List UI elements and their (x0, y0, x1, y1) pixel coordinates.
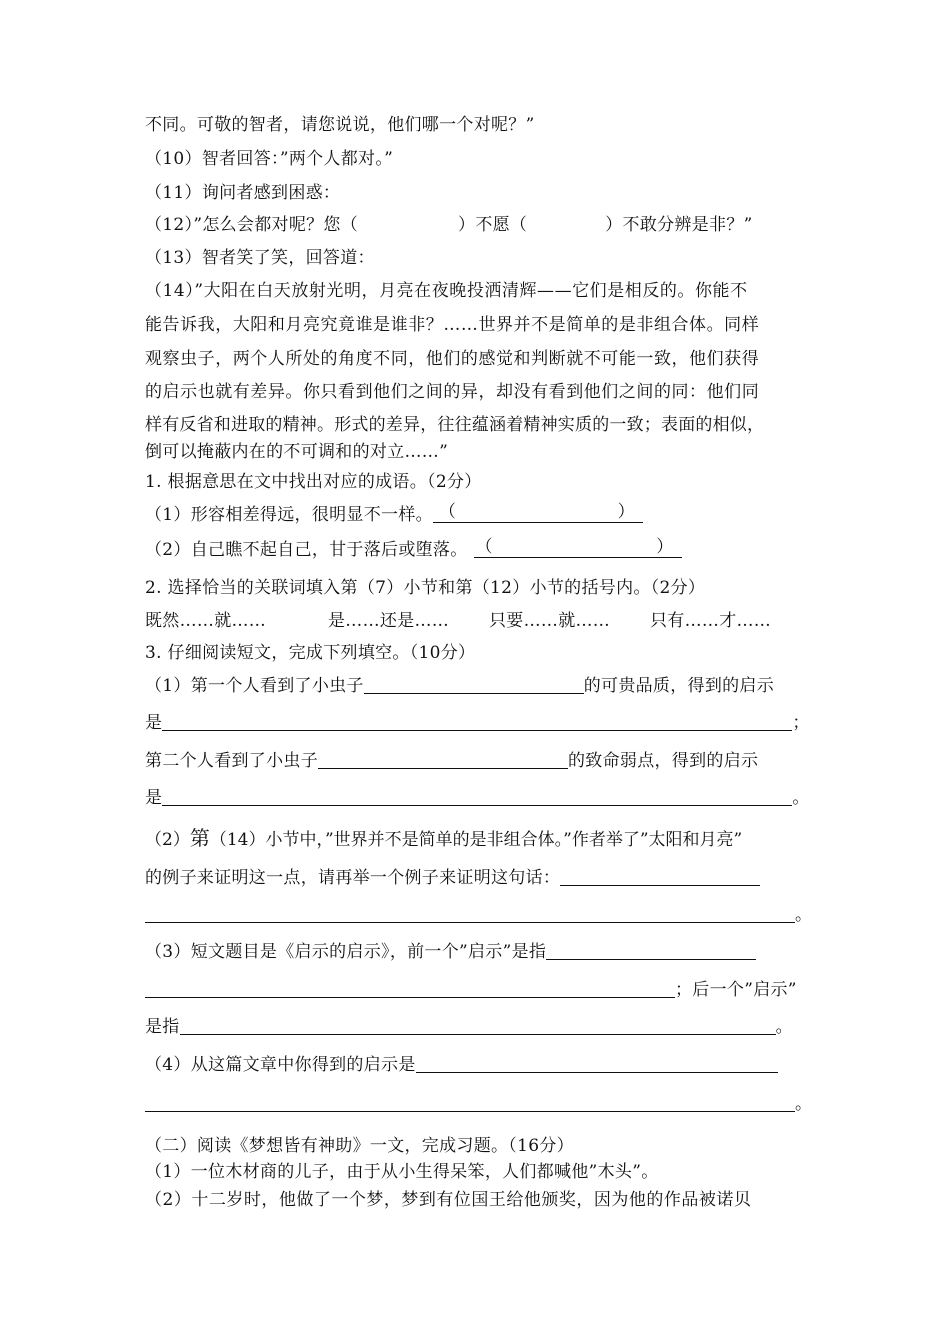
question-1-answer-2[interactable]: （ ） (474, 539, 682, 558)
question-3-item-1-line-1: （1）第一个人看到了小虫子 的可贵品质，得到的启示 (145, 676, 775, 696)
answer-q3-4[interactable] (416, 1054, 778, 1073)
question-1-item-2-text: （2）自己瞧不起自己，甘于落后或堕落。 (145, 540, 468, 560)
paragraph-14-line-3: 观察虫子，两个人所处的角度不同，他们的感觉和判断就不可能一致，他们获得 (145, 349, 760, 369)
answer-q3-3-first-cont[interactable] (145, 979, 675, 998)
answer-q3-3-second[interactable] (180, 1016, 776, 1035)
answer-q3-4-cont[interactable] (145, 1093, 795, 1112)
paragraph-12-part-a: （12）”怎么会都对呢？您（ (145, 215, 359, 235)
question-3-item-3-line-3: 是指 。 (145, 1017, 793, 1037)
passage-2-paragraph-2: （2）十二岁时，他做了一个梦，梦到有位国王给他颁奖，因为他的作品被诺贝 (145, 1190, 752, 1210)
option-2: 是……还是…… (328, 611, 450, 631)
question-1-answer-1[interactable]: （ ） (433, 504, 643, 523)
question-3-item-2-line-2: 的例子来证明这一点，请再举一个例子来证明这句话： (145, 866, 810, 890)
paragraph-14-line-1: （14）”大阳在白天放射光明，月亮在夜晚投洒清辉——它们是相反的。你能不 (145, 281, 748, 301)
paragraph-10: （10）智者回答：”两个人都对。” (145, 149, 394, 169)
passage-2-paragraph-1: （1）一位木材商的儿子，由于从小生得呆笨，人们都喊他”木头”。 (145, 1162, 659, 1182)
passage-2-title: （二）阅读《梦想皆有神助》一文，完成习题。（16分） (145, 1136, 574, 1156)
answer-q3-1-lesson-2[interactable] (162, 787, 792, 806)
question-1-item-1-text: （1）形容相差得远，很明显不一样。 (145, 505, 433, 525)
question-1-item-1 (145, 503, 810, 527)
question-3-item-2-line-3: 。 (145, 903, 810, 927)
answer-q3-1-quality[interactable] (364, 675, 584, 694)
question-3-item-1-line-3: 第二个人看到了小虫子 的致命弱点，得到的启示 (145, 751, 759, 771)
question-3-item-2-line-1: （2）第（14）小节中，”世界并不是简单的是非组合体。”作者举了”太阳和月亮” (145, 826, 743, 850)
question-1-title: 1. 根据意思在文中找出对应的成语。（2分） (145, 472, 482, 492)
question-3-item-3-line-1: （3）短文题目是《启示的启示》，前一个”启示”是指 (145, 940, 810, 964)
question-1-item-2 (145, 538, 810, 562)
question-3-item-4-line-1: （4）从这篇文章中你得到的启示是 (145, 1053, 810, 1077)
question-3-item-1-line-4: 是 。 (145, 788, 810, 808)
question-3-item-1-line-2: 是 ； (145, 713, 810, 733)
paragraph-13: （13）智者笑了笑，回答道： (145, 248, 375, 268)
paragraph-14-line-5: 样有反省和进取的精神。形式的差异，往往蕴涵着精神实质的一致；表面的相似， (145, 415, 765, 435)
answer-q3-1-lesson[interactable] (162, 712, 792, 731)
paragraph-12-part-c: ）不敢分辨是非？” (605, 215, 753, 235)
question-2-title: 2. 选择恰当的关联词填入第（7）小节和第（12）小节的括号内。（2分） (145, 578, 706, 598)
paragraph-12 (145, 213, 810, 237)
paragraph-9-end: 不同。可敬的智者，请您说说，他们哪一个对呢？” (145, 115, 535, 135)
answer-q3-2-example-cont[interactable] (145, 904, 795, 923)
answer-q3-1-weakness[interactable] (318, 750, 568, 769)
question-3-title: 3. 仔细阅读短文，完成下列填空。（10分） (145, 643, 476, 663)
paragraph-14-line-2: 能告诉我，大阳和月亮究竟谁是谁非？……世界并不是简单的是非组合体。同样 (145, 315, 760, 335)
paragraph-11: （11）询问者感到困惑： (145, 183, 341, 203)
option-3: 只要……就…… (489, 611, 611, 631)
paragraph-12-part-b: ）不愿（ (458, 215, 528, 235)
option-1: 既然……就…… (145, 611, 267, 631)
question-3-item-3-line-2: ；后一个”启示” (145, 978, 810, 1002)
paragraph-14-line-6: 倒可以掩蔽内在的不可调和的对立……” (145, 442, 449, 462)
question-3-item-4-line-2: 。 (145, 1092, 810, 1116)
paragraph-14-line-4: 的启示也就有差异。你只看到他们之间的异，却没有看到他们之间的同：他们同 (145, 382, 760, 402)
answer-q3-2-example[interactable] (560, 867, 760, 886)
option-4: 只有……才…… (650, 611, 772, 631)
answer-q3-3-first[interactable] (546, 941, 756, 960)
